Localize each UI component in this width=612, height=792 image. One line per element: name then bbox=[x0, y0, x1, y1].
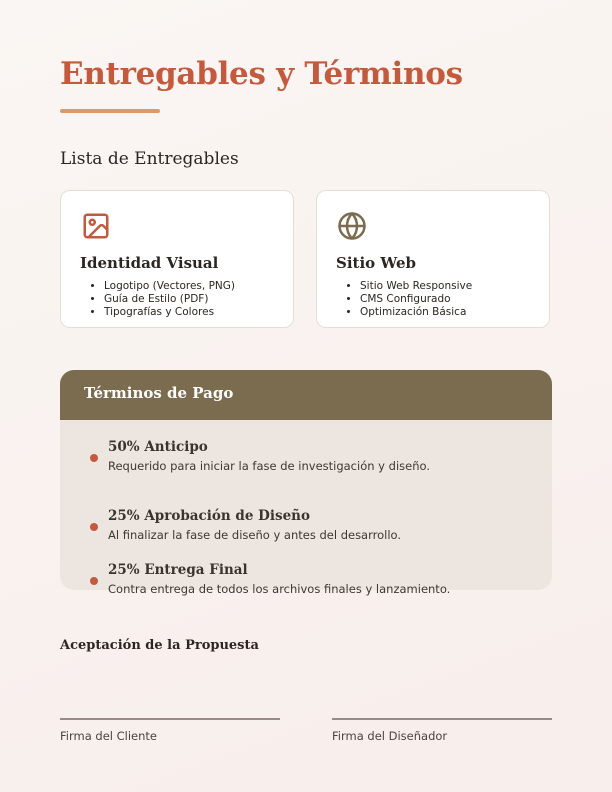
card-item-list bbox=[336, 280, 472, 319]
title-underline bbox=[60, 109, 160, 113]
page-title: Entregables y Términos bbox=[60, 56, 463, 92]
designer-signature-line bbox=[332, 718, 552, 720]
term-description: Contra entrega de todos los archivos finales y lanzamiento. bbox=[108, 582, 451, 596]
list-item: • Sitio Web Responsive bbox=[360, 280, 472, 293]
payment-terms-header bbox=[60, 370, 552, 420]
list-item: • Logotipo (Vectores, PNG) bbox=[104, 280, 235, 293]
list-item: • Guía de Estilo (PDF) bbox=[104, 293, 235, 306]
globe-icon bbox=[337, 211, 367, 241]
term-description: Requerido para iniciar la fase de investigación y diseño. bbox=[108, 459, 430, 473]
deliverables-heading: Lista de Entregables bbox=[60, 149, 239, 169]
card-title: Sitio Web bbox=[336, 254, 417, 272]
bullet-dot-icon bbox=[90, 454, 98, 462]
designer-signature-label: Firma del Diseñador bbox=[332, 729, 448, 743]
image-icon bbox=[81, 211, 111, 241]
payment-terms-heading: Términos de Pago bbox=[84, 384, 234, 402]
list-item: • Tipografías y Colores bbox=[104, 306, 235, 319]
client-signature-label: Firma del Cliente bbox=[60, 729, 157, 743]
payment-terms-panel bbox=[60, 370, 552, 596]
acceptance-heading: Aceptación de la Propuesta bbox=[60, 638, 259, 653]
term-description: Al finalizar la fase de diseño y antes del desarrollo. bbox=[108, 528, 402, 542]
bullet-dot-icon bbox=[90, 577, 98, 585]
list-item: • CMS Configurado bbox=[360, 293, 472, 306]
card-item-list bbox=[80, 280, 235, 319]
bullet-dot-icon bbox=[90, 523, 98, 531]
term-title: 50% Anticipo bbox=[108, 439, 208, 455]
term-title: 25% Aprobación de Diseño bbox=[108, 508, 310, 524]
client-signature-line bbox=[60, 718, 280, 720]
card-title: Identidad Visual bbox=[80, 254, 219, 272]
term-title: 25% Entrega Final bbox=[108, 562, 248, 578]
deliverable-card-website bbox=[316, 190, 550, 328]
deliverable-card-visual-identity bbox=[60, 190, 294, 328]
list-item: • Optimización Básica bbox=[360, 306, 472, 319]
